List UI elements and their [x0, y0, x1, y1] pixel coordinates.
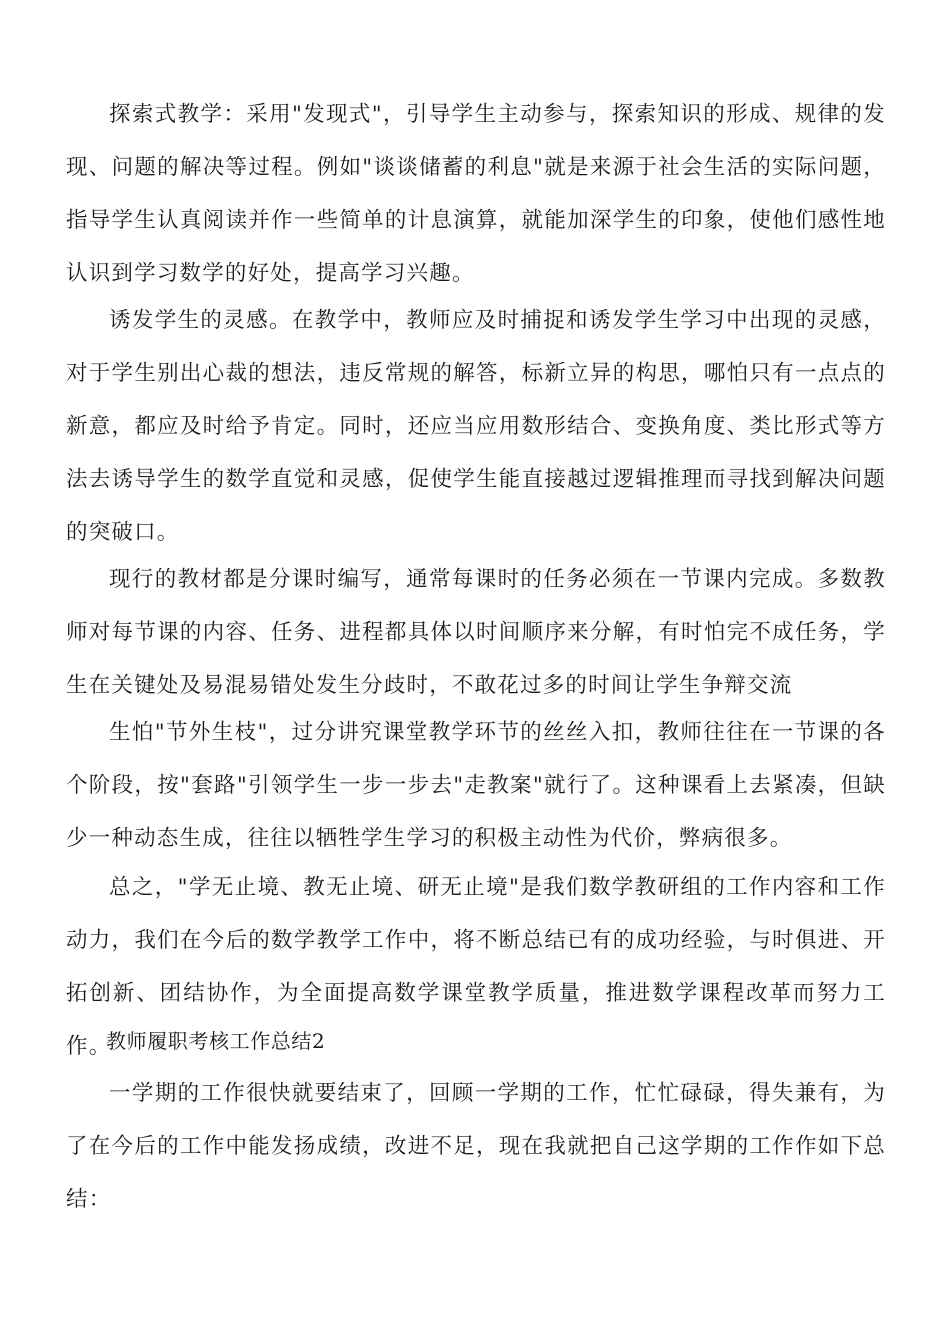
paragraph-inspiration: 诱发学生的灵感。在教学中，教师应及时捕捉和诱发学生学习中出现的灵感，对于学生别出心裁的想法，违反常规的解答，标新立异的构思，哪怕只有一点点的新意，都应及时给予肯定。同时，还应当应用数形结合、变换角度、类比形式等方法去诱导学生的数学直觉和灵感，促使学生能直接越过逻辑推理而寻找到解决问题的突破口。: [66, 308, 886, 545]
paragraph-textbook: 现行的教材都是分课时编写，通常每课时的任务必须在一节课内完成。多数教师对每节课的内容、任务、进程都具体以时间顺序来分解，有时怕完不成任务，学生在关键处及易混易错处发生分歧时，不敢花过多的时间让学生争辩交流: [66, 567, 886, 698]
section-heading: 教师履职考核工作总结2: [106, 1029, 326, 1053]
paragraph-afraid-of-digression: 生怕"节外生枝"，过分讲究课堂教学环节的丝丝入扣，教师往往在一节课的各个阶段，按"套路"引领学生一步一步去"走教案"就行了。这种课看上去紧凑，但缺少一种动态生成，往往以牺牲学生学习的积极主动性为代价，弊病很多。: [66, 720, 886, 851]
paragraph-exploratory-teaching: 探索式教学：采用"发现式"，引导学生主动参与，探索知识的形成、规律的发现、问题的解决等过程。例如"谈谈储蓄的利息"就是来源于社会生活的实际问题，指导学生认真阅读并作一些简单的计息演算，就能加深学生的印象，使他们感性地认识到学习数学的好处，提高学习兴趣。: [66, 102, 886, 286]
paragraph-conclusion: 总之，"学无止境、教无止境、研无止境"是我们数学教研组的工作内容和工作动力，我们在今后的数学教学工作中，将不断总结已有的成功经验，与时俱进、开拓创新、团结协作，为全面提高数学课堂教学质量，推进数学课程改革而努力工作。: [66, 875, 886, 1059]
paragraph-semester-review: 一学期的工作很快就要结束了，回顾一学期的工作，忙忙碌碌，得失兼有，为了在今后的工作中能发扬成绩，改进不足，现在我就把自己这学期的工作作如下总结：: [66, 1081, 886, 1212]
